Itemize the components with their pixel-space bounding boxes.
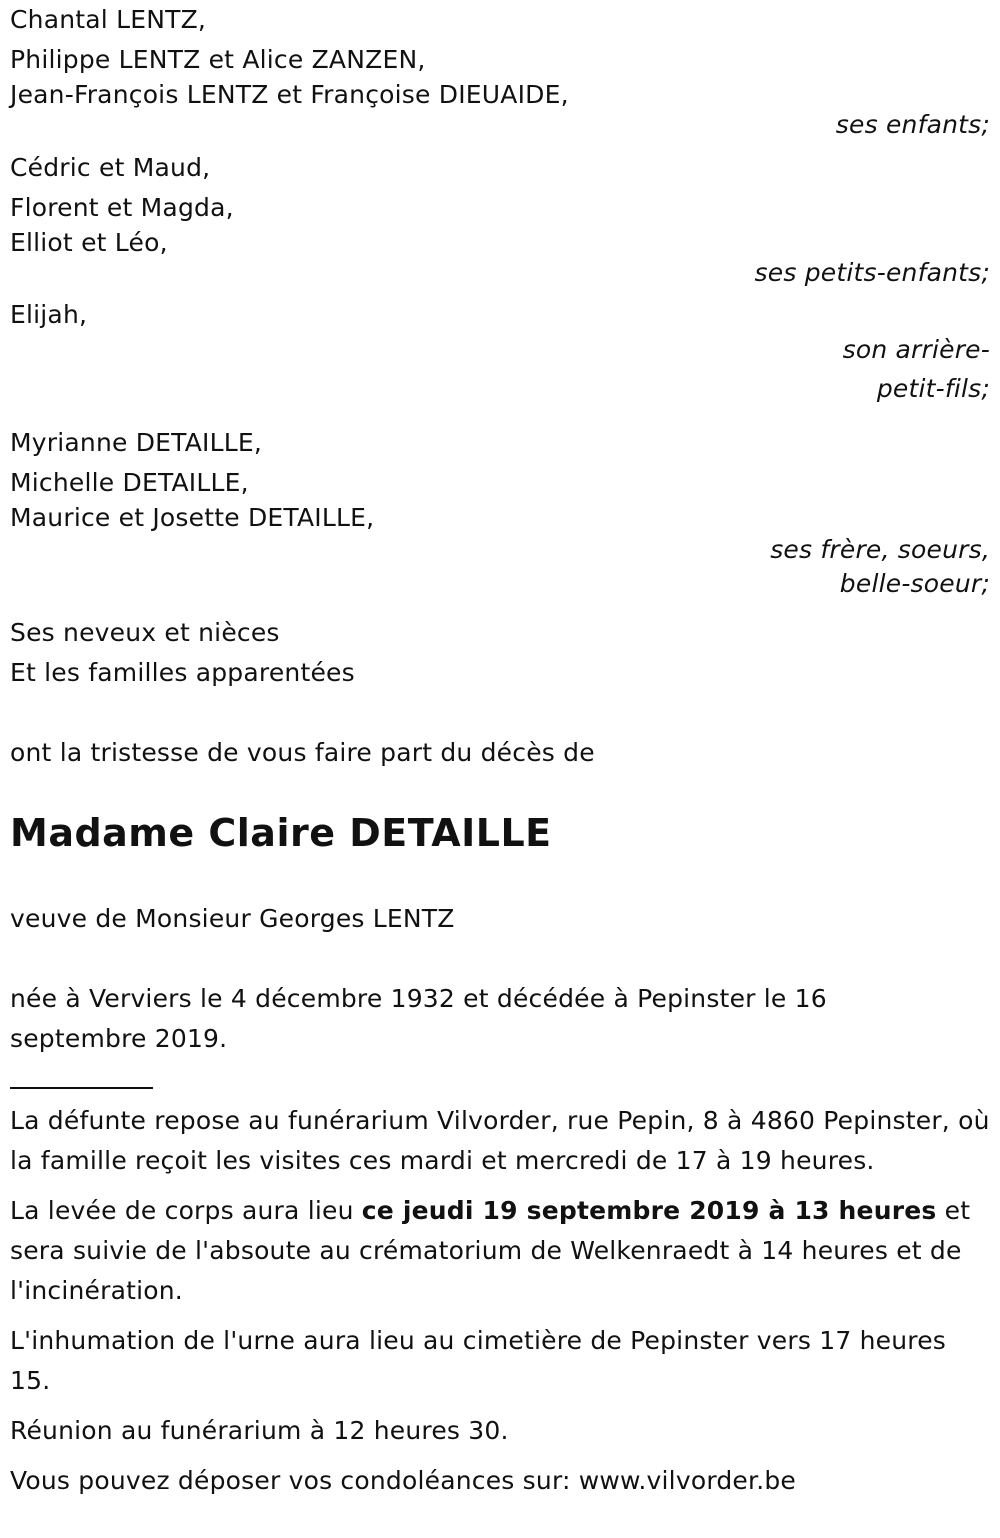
levee-prefix: La levée de corps aura lieu [10, 1196, 362, 1225]
children-label: ses enfants; [835, 110, 990, 139]
obituary-document [10, 0, 990, 1511]
condolences-text: Vous pouvez déposer vos condoléances sur: www.vilvorder.be [10, 1466, 796, 1495]
child-name: Philippe LENTZ et Alice ZANZEN, [10, 45, 426, 74]
great-grandchild-name: Elijah, [10, 300, 88, 329]
sibling-name: Myrianne DETAILLE, [10, 428, 262, 457]
other-relatives: Et les familles apparentées [10, 658, 355, 687]
children-group [10, 0, 990, 140]
siblings-label-2: belle-soeur; [839, 569, 990, 598]
great-grandchildren-label-2: petit-fils; [876, 374, 990, 403]
deceased-name: Madame Claire DETAILLE [10, 811, 552, 855]
grandchild-name: Cédric et Maud, [10, 153, 211, 182]
levee-date-emphasis: ce jeudi 19 septembre 2019 à 13 heures [361, 1196, 937, 1225]
widow-of-text: veuve de Monsieur Georges LENTZ [10, 904, 455, 933]
grandchildren-label: ses petits-enfants; [754, 258, 990, 287]
child-name: Jean-François LENTZ et Françoise DIEUAIDE, [10, 80, 569, 109]
siblings-label-1: ses frère, soeurs, [770, 535, 990, 564]
levee-suffix: et sera suivie de l'absoute au crématorium de Welkenraedt à 14 heures et de l'incinération. [10, 1196, 971, 1305]
siblings-group [10, 423, 990, 601]
grandchild-name: Elliot et Léo, [10, 228, 168, 257]
grandchildren-group [10, 148, 990, 288]
birth-death-text: née à Verviers le 4 décembre 1932 et décédée à Pepinster le 16 septembre 2019. [10, 984, 827, 1053]
other-relatives: Ses neveux et nièces [10, 618, 280, 647]
levee-text [10, 1191, 990, 1311]
sibling-name: Michelle DETAILLE, [10, 468, 249, 497]
sibling-name: Maurice et Josette DETAILLE, [10, 503, 375, 532]
great-grandchildren-group [10, 300, 990, 408]
grandchild-name: Florent et Magda, [10, 193, 234, 222]
child-name: Chantal LENTZ, [10, 5, 207, 34]
announcement-text: ont la tristesse de vous faire part du décès de [10, 738, 595, 767]
separator-line [10, 1087, 153, 1089]
inhumation-text: L'inhumation de l'urne aura lieu au cimetière de Pepinster vers 17 heures 15. [10, 1326, 946, 1395]
great-grandchildren-label-1: son arrière- [842, 335, 990, 364]
reunion-text: Réunion au funérarium à 12 heures 30. [10, 1416, 509, 1445]
repose-text: La défunte repose au funérarium Vilvorder, rue Pepin, 8 à 4860 Pepinster, où la famille reçoit les visites ces mardi et mercredi de 17 à 19 heures. [10, 1106, 990, 1175]
others-group [10, 613, 990, 693]
